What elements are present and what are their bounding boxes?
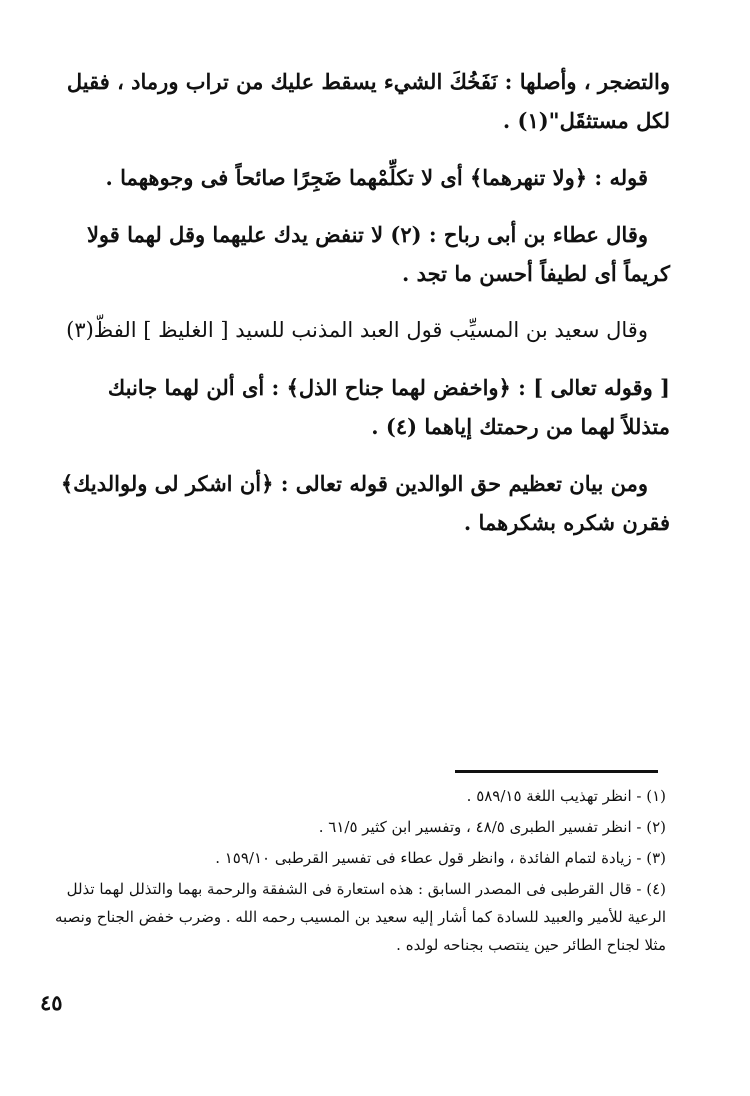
footnote-4: (٤) - قال القرطبى فى المصدر السابق : هذه استعارة فى الشفقة والرحمة بهما والتذلل لهما تذلل الرعية للأمير والعبيد للسادة كما أشار إليه سعيد بن المسيب رحمه الله . وضرب خفض الجناح ونصبه مثلا لجناح الطائر حين ينتصب بجناحه لولده . [55, 880, 666, 954]
footnote-3: (٣) - زيادة لتمام الفائدة ، وانظر قول عطاء فى تفسير القرطبى ١٥٩/١٠ . [215, 849, 666, 867]
paragraph-6: ومن بيان تعظيم حق الوالدين قوله تعالى : ﴿أن اشكر لى ولوالديك﴾ فقرن شكره بشكرهما . [60, 471, 670, 535]
paragraph-3: وقال عطاء بن أبى رباح : (٢) لا تنفض يدك عليهما وقل لهما قولا كريماً أى لطيفاً أحسن ما تجد . [86, 222, 670, 286]
paragraph-2: قوله : ﴿ولا تنهرهما﴾ أى لا تكلِّمْهما ضَجِرًا صائحاً فى وجوههما . [105, 165, 648, 190]
footnote-separator [455, 770, 658, 773]
footnote-2: (٢) - انظر تفسير الطبرى ٤٨/٥ ، وتفسير ابن كثير ٦١/٥ . [318, 818, 666, 836]
page-number: ٤٥ [40, 990, 63, 1015]
main-text [60, 62, 670, 560]
footnotes [50, 782, 666, 961]
paragraph-5: [ وقوله تعالى ] : ﴿واخفض لهما جناح الذل﴾ : أى ألن لهما جانبك متذللاً لهما من رحمتك إياهما (٤) . [107, 375, 670, 439]
footnote-1: (١) - انظر تهذيب اللغة ٥٨٩/١٥ . [466, 787, 666, 805]
paragraph-4: وقال سعيد بن المسيِّب قول العبد المذنب للسيد [ الغليظ ] الفظّ(٣) [66, 318, 648, 342]
paragraph-1: والتضجر ، وأصلها : نَفَخُكَ الشيء يسقط عليك من تراب ورماد ، فقيل لكل مستثقَل"(١) . [66, 69, 670, 133]
